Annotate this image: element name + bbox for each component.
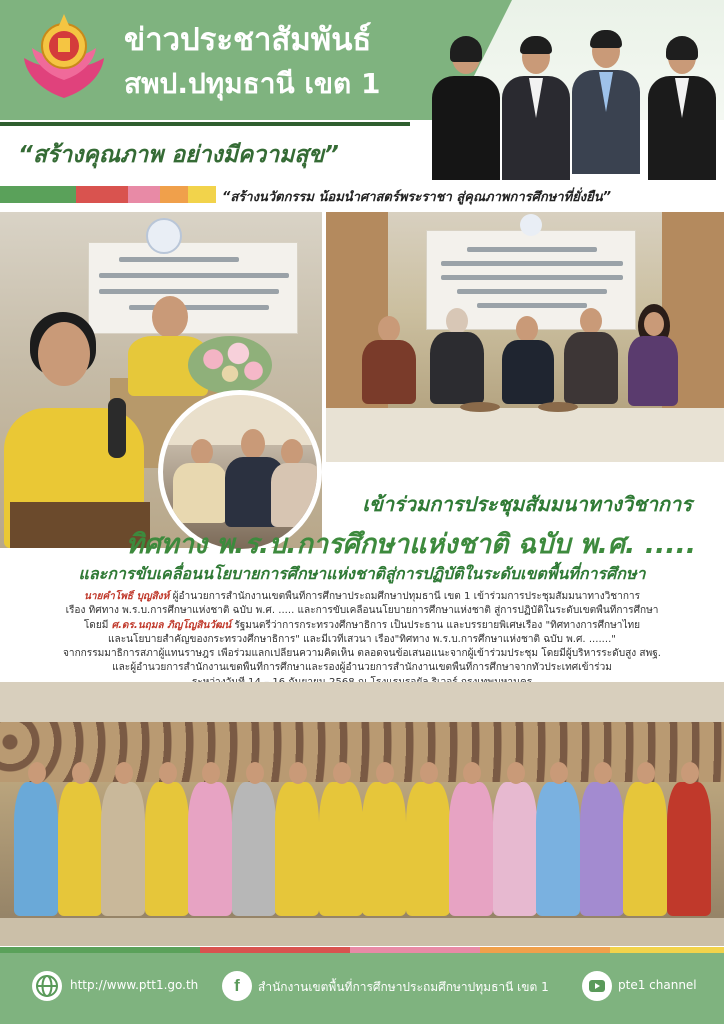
group-member (58, 782, 102, 916)
headline-line3: และการขับเคลื่อนนโยบายการศึกษาแห่งชาติสู่การปฏิบัติในระดับเขตพื้นที่การศึกษา (78, 564, 646, 583)
photo-panel-discussion (326, 212, 724, 462)
group-member (319, 782, 363, 916)
headline-line2: ทิศทาง พ.ร.บ.การศึกษาแห่งชาติ ฉบับ พ.ศ. ..... (125, 529, 696, 560)
youtube-channel-link[interactable]: pte1 channel (618, 978, 697, 992)
group-member-head (333, 762, 351, 784)
group-member-head (681, 762, 699, 784)
group-member-head (507, 762, 525, 784)
group-member-head (594, 762, 612, 784)
group-member (275, 782, 319, 916)
group-member-head (72, 762, 90, 784)
headline-line1: เข้าร่วมการประชุมสัมมนาทางวิชาการ (362, 492, 692, 516)
event-banner (88, 242, 298, 334)
facebook-icon[interactable]: f (222, 971, 252, 1001)
facebook-page-link[interactable]: สำนักงานเขตพื้นที่การศึกษาประถมศึกษาปทุมธานี เขต 1 (258, 980, 549, 994)
group-member-head (463, 762, 481, 784)
color-bar-yellow (188, 186, 216, 203)
flower-arrangement (188, 336, 272, 394)
emblem-icon (146, 218, 182, 254)
executive-portrait (572, 34, 640, 174)
group-member-head (115, 762, 133, 784)
executive-portrait (502, 40, 570, 180)
group-member (667, 782, 711, 916)
website-link[interactable]: http://www.ptt1.go.th (70, 978, 199, 992)
minister-name: ศ.ดร.นฤมล ภิญโญสินวัฒน์ (111, 619, 232, 631)
group-member (145, 782, 189, 916)
news-body (4, 590, 720, 690)
body-line: และผู้อำนวยการสำนักงานเขตพื้นที่การศึกษาและรองผู้อำนวยการสำนักงานเขตพื้นที่การศึกษาจากทั่วประเทศเข้าร่วม (112, 662, 612, 674)
header-title: ข่าวประชาสัมพันธ์ (124, 22, 372, 58)
header-divider (0, 122, 410, 126)
group-member (362, 782, 406, 916)
group-member-head (289, 762, 307, 784)
header-subtitle: สพป.ปทุมธานี เขต 1 (124, 67, 381, 100)
group-member (449, 782, 493, 916)
group-member (580, 782, 624, 916)
microphone-icon (108, 398, 126, 458)
sub-slogan: “สร้างนวัตกรรม น้อมนำศาสตร์พระราชา สู่คุณภาพการศึกษาที่ยั่งยืน” (222, 190, 612, 205)
group-member (232, 782, 276, 916)
group-member-head (159, 762, 177, 784)
body-line: และนโยบายสำคัญของกระทรวงศึกษาธิการ" และมีเวทีเสวนา เรื่อง"ทิศทาง พ.ร.บ.การศึกษาแห่งชาติ ฉบับ พ.ศ. ......." (108, 633, 616, 645)
group-member-head (420, 762, 438, 784)
group-member (14, 782, 58, 916)
group-member-head (246, 762, 264, 784)
group-member-head (202, 762, 220, 784)
group-member-head (28, 762, 46, 784)
group-member-head (376, 762, 394, 784)
obec-logo-icon (20, 10, 108, 102)
executive-portrait (432, 40, 500, 180)
color-bar-pink (128, 186, 160, 203)
executive-portrait (648, 40, 716, 180)
group-member-head (637, 762, 655, 784)
body-line: นายคำโพธิ์ บุญสิงห์ ผู้อำนวยการสำนักงานเขตพื้นที่การศึกษาประถมศึกษาปทุมธานี เขต 1 เข้าร่วมการประชุมสัมมนาทางวิชาการ (83, 591, 641, 602)
body-line: จากกรรมมาธิการสภาผู้แทนราษฎร เพื่อร่วมแลกเปลี่ยนความคิดเห็น ตลอดจนข้อเสนอแนะจากผู้เข้าร่วมประชุม โดยมีผู้บริหารระดับสูง สพฐ. (62, 648, 661, 660)
globe-icon (32, 971, 62, 1001)
group-member (406, 782, 450, 916)
main-slogan: “สร้างคุณภาพ อย่างมีความสุข” (18, 142, 339, 168)
group-member (623, 782, 667, 916)
body-line: เรื่อง ทิศทาง พ.ร.บ.การศึกษาแห่งชาติ ฉบับ พ.ศ. ..... และการขับเคลื่อนนโยบายการศึกษาแห่งชาติ สู่การปฏิบัติในระดับเขตพื้นที่การศึกษา (65, 605, 659, 617)
header (0, 0, 724, 182)
body-line: โดยมี ศ.ดร.นฤมล ภิญโญสินวัฒน์ รัฐมนตรีว่าการกระทรวงศึกษาธิการ เป็นประธาน และบรรยายพิเศษเรื่อง "ทิศทางการศึกษาไทย (83, 619, 641, 631)
group-member (101, 782, 145, 916)
director-name: นายคำโพธิ์ บุญสิงห์ (83, 591, 170, 602)
group-member (536, 782, 580, 916)
color-bar-red (76, 186, 128, 203)
color-bar-orange (160, 186, 188, 203)
group-member (188, 782, 232, 916)
color-bar-green (0, 186, 76, 203)
group-member-head (550, 762, 568, 784)
youtube-icon[interactable] (582, 971, 612, 1001)
group-member (493, 782, 537, 916)
